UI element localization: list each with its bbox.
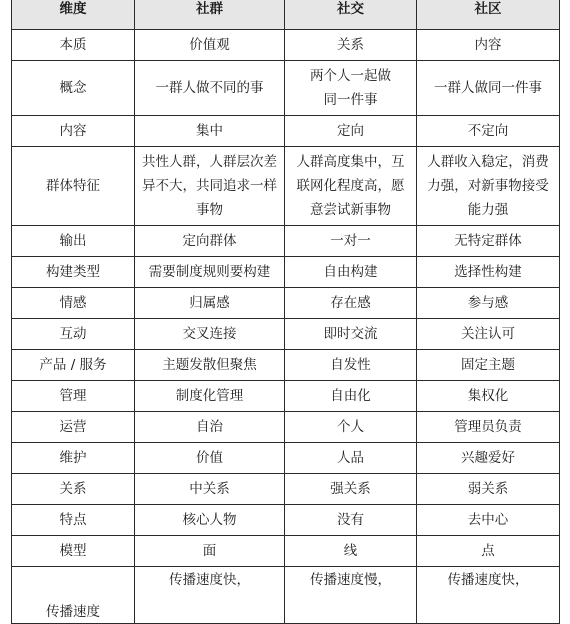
table-row xyxy=(12,350,560,381)
table-row xyxy=(12,567,560,624)
cell-community: 传播速度快， xyxy=(135,567,285,624)
cell-district: 点 xyxy=(417,536,560,567)
row-dimension: 情感 xyxy=(12,288,135,319)
cell-social: 存在感 xyxy=(285,288,417,319)
cell-social: 没有 xyxy=(285,505,417,536)
cell-community: 定向群体 xyxy=(135,226,285,257)
cell-district: 关注认可 xyxy=(417,319,560,350)
table-row xyxy=(12,381,560,412)
table-row xyxy=(12,288,560,319)
cell-district: 兴趣爱好 xyxy=(417,443,560,474)
cell-social: 两个人一起做同一件事 xyxy=(285,61,417,116)
cell-district: 弱关系 xyxy=(417,474,560,505)
cell-community: 面 xyxy=(135,536,285,567)
table-row xyxy=(12,443,560,474)
cell-social: 自由化 xyxy=(285,381,417,412)
row-dimension: 关系 xyxy=(12,474,135,505)
cell-community: 主题发散但聚焦 xyxy=(135,350,285,381)
cell-district: 一群人做同一件事 xyxy=(417,61,560,116)
cell-district: 人群收入稳定，消费力强，对新事物接受能力强 xyxy=(417,147,560,226)
table-row xyxy=(12,536,560,567)
row-dimension: 构建类型 xyxy=(12,257,135,288)
table-row xyxy=(12,226,560,257)
row-dimension: 管理 xyxy=(12,381,135,412)
cell-district: 参与感 xyxy=(417,288,560,319)
comparison-table xyxy=(11,0,560,624)
header-district: 社区 xyxy=(417,0,560,30)
cell-district: 集权化 xyxy=(417,381,560,412)
table-row xyxy=(12,147,560,226)
row-dimension: 传播速度 xyxy=(12,567,135,624)
row-dimension: 模型 xyxy=(12,536,135,567)
table-row xyxy=(12,412,560,443)
cell-community: 核心人物 xyxy=(135,505,285,536)
cell-social: 个人 xyxy=(285,412,417,443)
cell-social: 强关系 xyxy=(285,474,417,505)
cell-district: 管理员负责 xyxy=(417,412,560,443)
cell-district: 无特定群体 xyxy=(417,226,560,257)
cell-social: 传播速度慢， xyxy=(285,567,417,624)
comparison-sheet xyxy=(11,0,559,624)
row-dimension: 维护 xyxy=(12,443,135,474)
cell-social: 关系 xyxy=(285,30,417,61)
table-row xyxy=(12,61,560,116)
cell-community: 制度化管理 xyxy=(135,381,285,412)
cell-community: 归属感 xyxy=(135,288,285,319)
header-community: 社群 xyxy=(135,0,285,30)
header-row xyxy=(12,0,560,30)
cell-district: 内容 xyxy=(417,30,560,61)
row-dimension: 产品 / 服务 xyxy=(12,350,135,381)
cell-district: 不定向 xyxy=(417,116,560,147)
table-row xyxy=(12,30,560,61)
row-dimension: 本质 xyxy=(12,30,135,61)
row-dimension: 运营 xyxy=(12,412,135,443)
cell-social: 自由构建 xyxy=(285,257,417,288)
cell-social: 一对一 xyxy=(285,226,417,257)
cell-community: 交叉连接 xyxy=(135,319,285,350)
cell-community: 价值观 xyxy=(135,30,285,61)
cell-social: 即时交流 xyxy=(285,319,417,350)
cell-district: 选择性构建 xyxy=(417,257,560,288)
row-dimension: 群体特征 xyxy=(12,147,135,226)
cell-community: 集中 xyxy=(135,116,285,147)
cell-community: 自治 xyxy=(135,412,285,443)
cell-social: 定向 xyxy=(285,116,417,147)
header-social: 社交 xyxy=(285,0,417,30)
row-dimension: 特点 xyxy=(12,505,135,536)
cell-social: 线 xyxy=(285,536,417,567)
cell-district: 固定主题 xyxy=(417,350,560,381)
cell-district: 去中心 xyxy=(417,505,560,536)
table-row xyxy=(12,257,560,288)
cell-community: 共性人群，人群层次差异不大，共同追求一样事物 xyxy=(135,147,285,226)
table-row xyxy=(12,474,560,505)
row-dimension: 互动 xyxy=(12,319,135,350)
cell-social: 自发性 xyxy=(285,350,417,381)
table-row xyxy=(12,116,560,147)
cell-social: 人品 xyxy=(285,443,417,474)
cell-community: 一群人做不同的事 xyxy=(135,61,285,116)
cell-district: 传播速度快， xyxy=(417,567,560,624)
header-dimension: 维度 xyxy=(12,0,135,30)
table-row xyxy=(12,505,560,536)
row-dimension: 内容 xyxy=(12,116,135,147)
table-row xyxy=(12,319,560,350)
cell-community: 中关系 xyxy=(135,474,285,505)
cell-community: 价值 xyxy=(135,443,285,474)
row-dimension: 输出 xyxy=(12,226,135,257)
row-dimension: 概念 xyxy=(12,61,135,116)
cell-social: 人群高度集中，互联网化程度高，愿意尝试新事物 xyxy=(285,147,417,226)
cell-community: 需要制度规则要构建 xyxy=(135,257,285,288)
